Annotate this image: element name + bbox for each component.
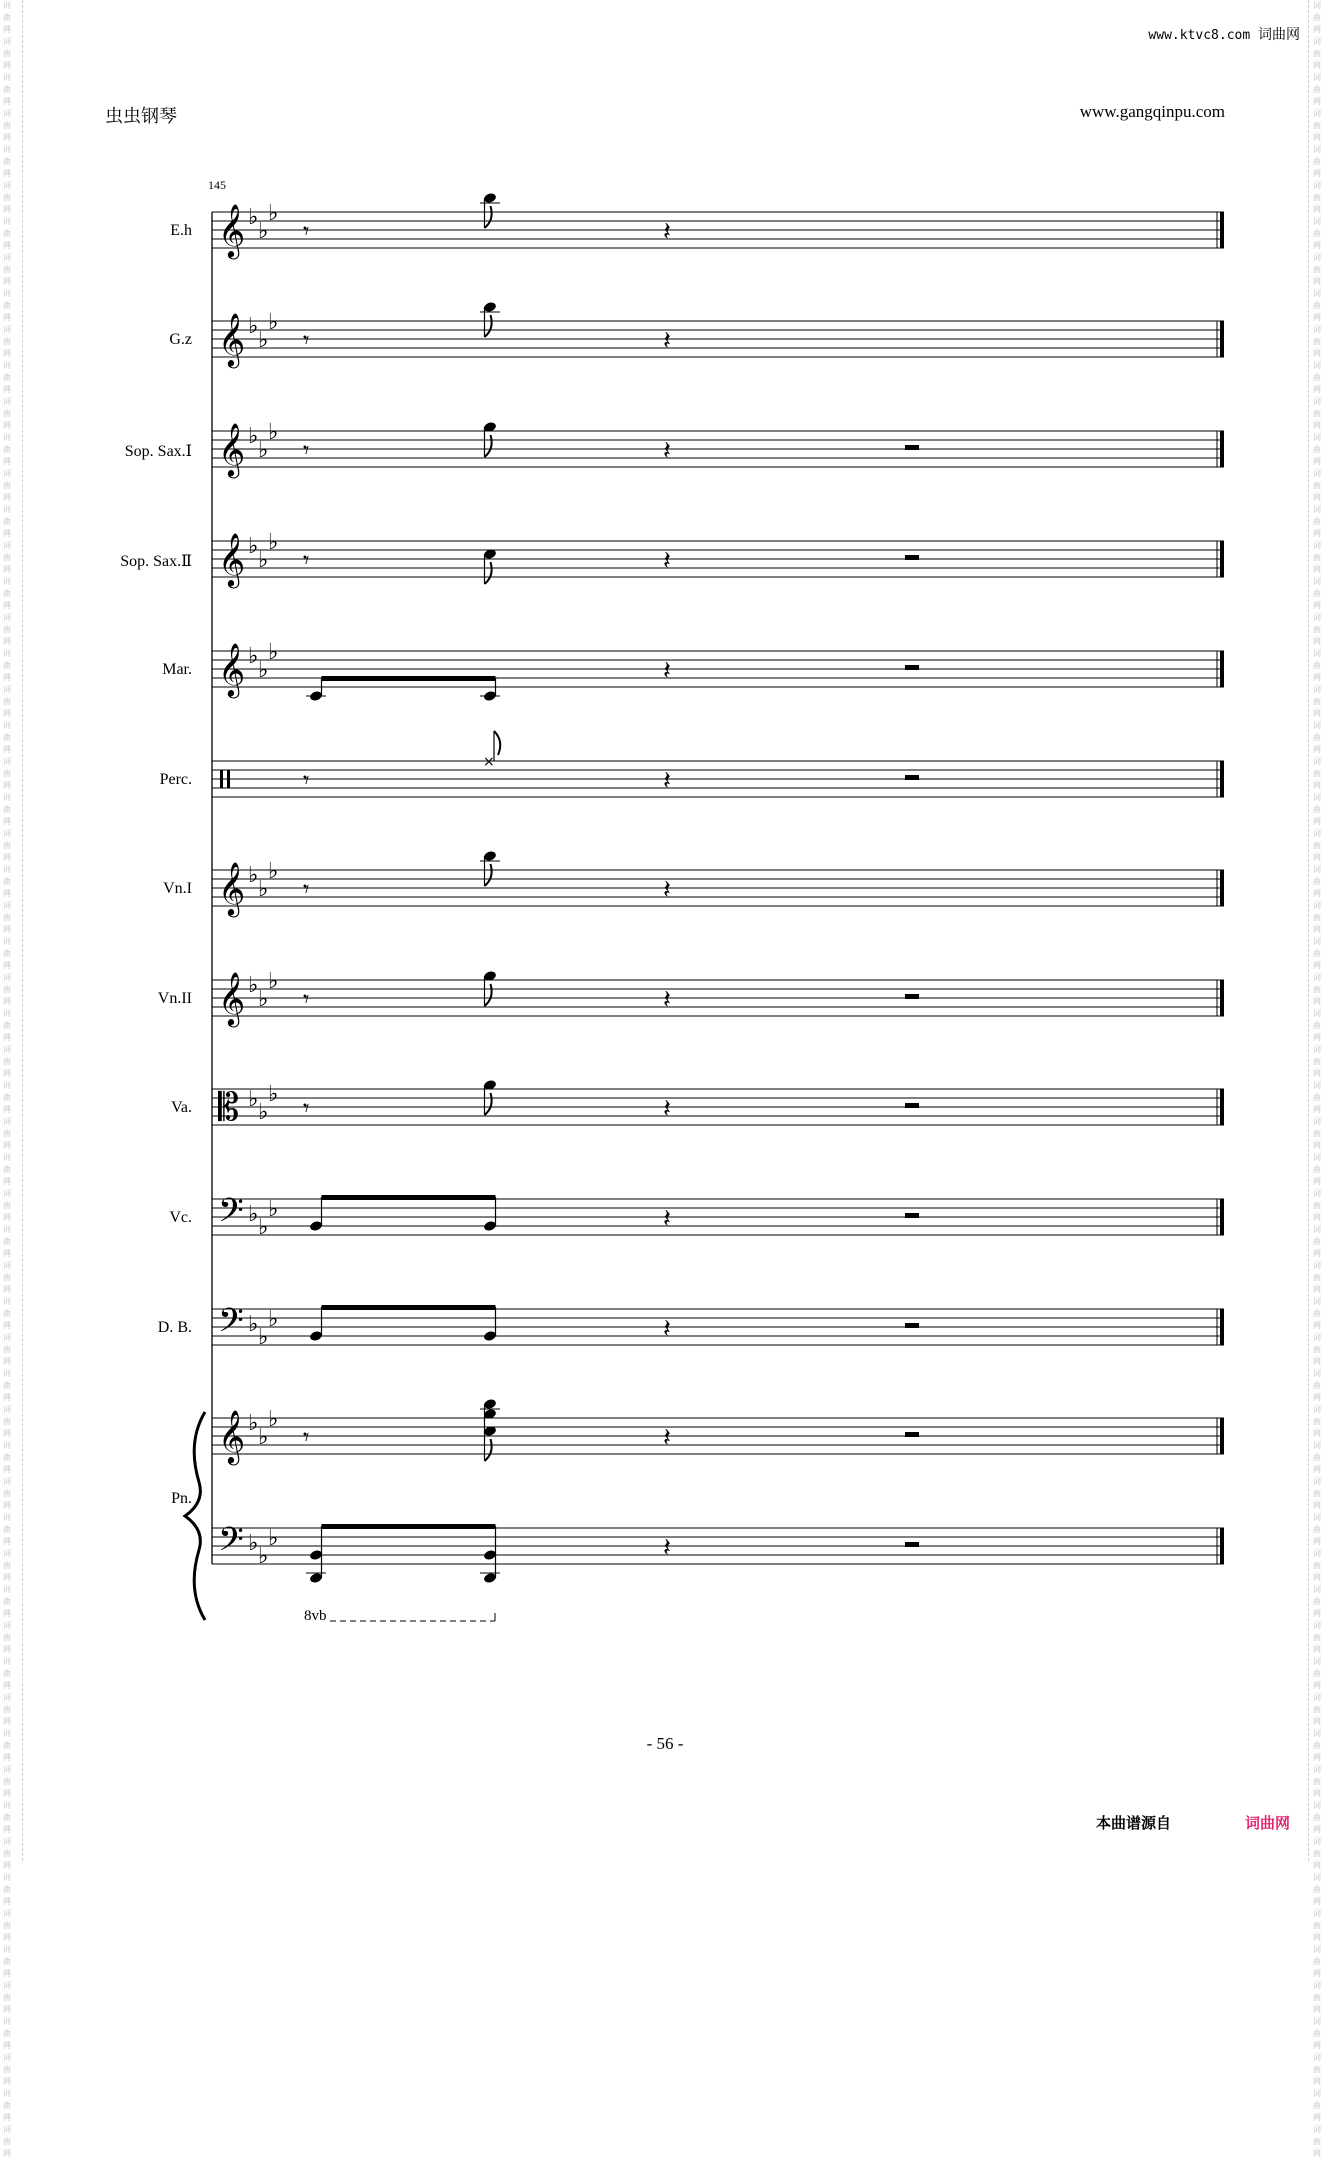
flat-accidental: ♭ [258,877,269,902]
flat-accidental: ♭ [248,1202,259,1227]
half-rest [905,1213,919,1218]
quarter-rest: 𝄽 [663,1204,671,1234]
eighth-rest: 𝄾 [303,1423,310,1451]
page-number: - 56 - [646,1734,684,1753]
treble-clef: 𝄞 [218,642,246,696]
treble-clef: 𝄞 [218,861,246,915]
half-rest [905,555,919,560]
barline-thick [1220,1089,1224,1125]
note-flag [485,864,492,886]
barline-thick [1220,1309,1224,1345]
eighth-rest: 𝄾 [303,766,310,794]
half-rest [905,775,919,780]
quarter-rest: 𝄽 [663,1314,671,1344]
quarter-rest: 𝄽 [663,1423,671,1453]
beam [322,676,496,681]
side-watermark-right: 词曲网 词曲网 词曲网 词曲网 词曲网 词曲网 词曲网 词曲网 词曲网 词曲网 词曲网 词曲网 词曲网 词曲网 词曲网 词曲网 词曲网 词曲网 词曲网 词曲网 词曲网 词曲网 词曲网 词曲网 词曲网 词曲网 词曲网 词曲网 词曲网 词曲网 词曲网 词曲网 词曲网 词曲网 词曲网 词曲网 词曲网 词曲网 词曲网 词曲网 词曲网 词曲网 词曲网 词曲网 词曲网 词曲网 词曲网 词曲网 词曲网 词曲网 词曲网 词曲网 词曲网 词曲网 词曲网 词曲网 词曲网 词曲网 词曲网 词曲网 [1313,1,1321,2158]
half-rest [905,994,919,999]
half-rest [905,1432,919,1437]
half-rest [905,1103,919,1108]
flat-accidental: ♭ [248,863,259,888]
treble-clef: 𝄞 [218,312,246,366]
treble-clef: 𝄞 [218,422,246,476]
percussion-clef [220,770,223,788]
instrument-label: Sop. Sax.Ⅰ [124,443,192,460]
instrument-label: E.h [170,222,192,239]
note-flag [485,206,492,228]
alto-clef: 𝄡 [218,1085,240,1129]
instrument-label: G.z [169,331,192,348]
flat-accidental: ♭ [268,859,279,884]
quarter-rest: 𝄽 [663,436,671,466]
eighth-rest: 𝄾 [303,875,310,903]
flat-accidental: ♭ [258,328,269,353]
flat-accidental: ♭ [268,310,279,335]
flat-accidental: ♭ [258,658,269,683]
half-rest [905,1323,919,1328]
flat-accidental: ♭ [268,1082,279,1107]
flat-accidental: ♭ [248,424,259,449]
eighth-rest: 𝄾 [303,326,310,354]
header-left-title: 虫虫钢琴 [105,106,177,126]
flat-accidental: ♭ [268,640,279,665]
instrument-label: Vc. [169,1209,192,1226]
ottava-bassa-mark: 8vb [304,1608,327,1624]
quarter-rest: 𝄽 [663,1094,671,1124]
flat-accidental: ♭ [248,1087,259,1112]
instrument-label: Perc. [159,771,192,788]
flat-accidental: ♭ [248,205,259,230]
treble-clef: 𝄞 [218,203,246,257]
side-watermark-left: 词曲网 词曲网 词曲网 词曲网 词曲网 词曲网 词曲网 词曲网 词曲网 词曲网 词曲网 词曲网 词曲网 词曲网 词曲网 词曲网 词曲网 词曲网 词曲网 词曲网 词曲网 词曲网 词曲网 词曲网 词曲网 词曲网 词曲网 词曲网 词曲网 词曲网 词曲网 词曲网 词曲网 词曲网 词曲网 词曲网 词曲网 词曲网 词曲网 词曲网 词曲网 词曲网 词曲网 词曲网 词曲网 词曲网 词曲网 词曲网 词曲网 词曲网 词曲网 词曲网 词曲网 词曲网 词曲网 词曲网 词曲网 词曲网 词曲网 词曲网 [3,1,11,2158]
flat-accidental: ♭ [248,644,259,669]
flat-accidental: ♭ [268,1307,279,1332]
flat-accidental: ♭ [258,548,269,573]
note-flag [485,315,492,337]
barline-thick [1220,212,1224,248]
instrument-label: D. B. [157,1319,192,1336]
quarter-rest: 𝄽 [663,326,671,356]
flat-accidental: ♭ [258,1325,269,1350]
flat-accidental: ♭ [248,1531,259,1556]
top-site-link[interactable]: www.ktvc8.com 词曲网 [1148,27,1300,43]
half-rest [905,1542,919,1547]
quarter-rest: 𝄽 [663,217,671,247]
footer-site-logo[interactable]: 词曲网 [1245,1814,1291,1832]
measure-number: 145 [208,178,226,192]
flat-accidental: ♭ [248,314,259,339]
bass-clef: 𝄢 [218,1302,244,1348]
eighth-rest: 𝄾 [303,546,310,574]
percussion-clef [227,770,230,788]
flat-accidental: ♭ [268,1407,279,1432]
flat-accidental: ♭ [248,1411,259,1436]
instrument-label: Mar. [162,661,192,678]
note-flag [485,562,492,584]
eighth-rest: 𝄾 [303,436,310,464]
footer-source-text: 本曲谱源自 [1096,1814,1172,1832]
note-flag [485,984,492,1006]
beam [322,1195,496,1200]
x-note-head: × [483,754,495,770]
piano-brace [185,1412,205,1620]
treble-clef: 𝄞 [218,532,246,586]
half-rest [905,665,919,670]
flat-accidental: ♭ [258,1215,269,1240]
note-flag [485,1439,492,1461]
barline-thick [1220,651,1224,687]
instrument-label: Va. [171,1099,192,1116]
flat-accidental: ♭ [258,1425,269,1450]
eighth-rest: 𝄾 [303,985,310,1013]
flat-accidental: ♭ [248,534,259,559]
half-rest [905,445,919,450]
barline-thick [1220,870,1224,906]
instrument-label: Vn.I [163,880,192,897]
barline-thick [1220,431,1224,467]
beam [322,1524,496,1529]
quarter-rest: 𝄽 [663,766,671,796]
quarter-rest: 𝄽 [663,1533,671,1563]
flat-accidental: ♭ [268,420,279,445]
treble-clef: 𝄞 [218,1409,246,1463]
header-right-url[interactable]: www.gangqinpu.com [1079,102,1225,121]
flat-accidental: ♭ [268,530,279,555]
note-flag [494,731,500,755]
flat-accidental: ♭ [258,219,269,244]
quarter-rest: 𝄽 [663,875,671,905]
flat-accidental: ♭ [258,438,269,463]
instrument-label: Vn.II [157,990,192,1007]
barline-thick [1220,1418,1224,1454]
instrument-label: Sop. Sax.Ⅱ [120,553,192,570]
eighth-rest: 𝄾 [303,217,310,245]
flat-accidental: ♭ [258,1544,269,1569]
barline-thick [1220,761,1224,797]
barline-thick [1220,980,1224,1016]
quarter-rest: 𝄽 [663,985,671,1015]
bass-clef: 𝄢 [218,1192,244,1238]
barline-thick [1220,321,1224,357]
flat-accidental: ♭ [268,1526,279,1551]
bass-clef: 𝄢 [218,1521,244,1567]
note-flag [485,435,492,457]
treble-clef: 𝄞 [218,971,246,1025]
flat-accidental: ♭ [258,1100,269,1125]
quarter-rest: 𝄽 [663,656,671,686]
flat-accidental: ♭ [268,969,279,994]
barline-thick [1220,541,1224,577]
beam [322,1305,496,1310]
quarter-rest: 𝄽 [663,546,671,576]
flat-accidental: ♭ [248,973,259,998]
flat-accidental: ♭ [268,1197,279,1222]
eighth-rest: 𝄾 [303,1094,310,1122]
flat-accidental: ♭ [258,987,269,1012]
barline-thick [1220,1528,1224,1564]
note-flag [485,1093,492,1115]
flat-accidental: ♭ [268,201,279,226]
flat-accidental: ♭ [248,1312,259,1337]
instrument-label: Pn. [171,1490,192,1507]
barline-thick [1220,1199,1224,1235]
